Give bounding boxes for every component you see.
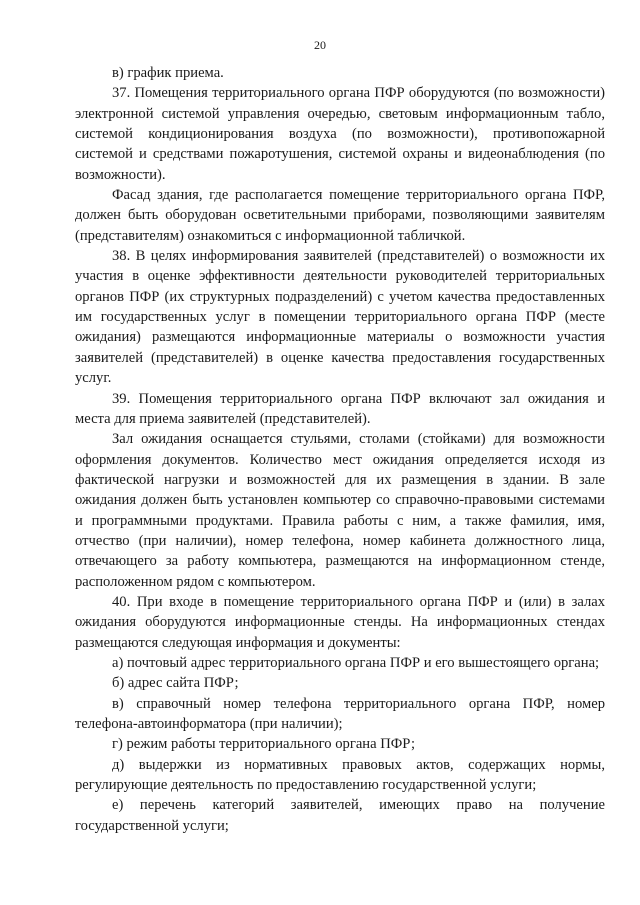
paragraph-v-schedule: в) график приема. (112, 65, 224, 81)
paragraph-40: 40. При входе в помещение территориального органа ПФР и (или) в залах ожидания оборудуются информационные стенды. На информационных стендах размещаются следующая информация и документы: (75, 593, 605, 651)
list-item-e: е) перечень категорий заявителей, имеющих право на получение государственной услуги; (75, 797, 605, 834)
list-item-d: д) выдержки из нормативных правовых актов, содержащих нормы, регулирующие деятельность по предоставлению государственной услуги; (75, 756, 605, 794)
document-body (75, 63, 605, 836)
paragraph-37: 37. Помещения территориального органа ПФР оборудуются (по возможности) электронной системой управления очередью, световым информационным табло, системой кондиционирования воздуха (по возможности), противопожарной системой и средствами пожаротушения, системой охраны и видеонаблюдения (по возможности). (75, 85, 605, 183)
paragraph-39: 39. Помещения территориального органа ПФР включают зал ожидания и места для приема заявителей (представителей). (75, 390, 605, 427)
paragraph-waiting-hall: Зал ожидания оснащается стульями, столами (стойками) для возможности оформления документов. Количество мест ожидания определяется исходя из фактической нагрузки и возможностей для их размещения в здании. В зале ожидания должен быть установлен компьютер со справочно-правовыми системами и программными продуктами. Правила работы с ним, а также фамилия, имя, отчество (при наличии), номер телефона, номер кабинета должностного лица, отвечающего за работу компьютера, размещаются на информационном стенде, расположенном рядом с компьютером. (75, 431, 605, 590)
list-item-b: б) адрес сайта ПФР; (112, 675, 239, 692)
list-item-v: в) справочный номер телефона территориального органа ПФР, номер телефона-автоинформатора (при наличии); (75, 695, 605, 732)
list-item-g: г) режим работы территориального органа ПФР; (112, 736, 416, 753)
paragraph-facade: Фасад здания, где располагается помещение территориального органа ПФР, должен быть оборудован осветительными приборами, позволяющими заявителям (представителям) ознакомиться с информационной табличкой. (75, 187, 605, 244)
paragraph-38: 38. В целях информирования заявителей (представителей) о возможности их участия в оценке эффективности деятельности руководителей территориальных органов ПФР (их структурных подразделений) с учетом качества предоставленных им государственных услуг в помещении территориального органа ПФР (месте ожидания) размещаются информационные материалы о возможности участия заявителей (представителей) в оценке качества предоставления государственных услуг. (75, 248, 605, 387)
list-item-a: а) почтовый адрес территориального органа ПФР и его вышестоящего органа; (112, 654, 600, 671)
page-number: 20 (314, 38, 326, 52)
